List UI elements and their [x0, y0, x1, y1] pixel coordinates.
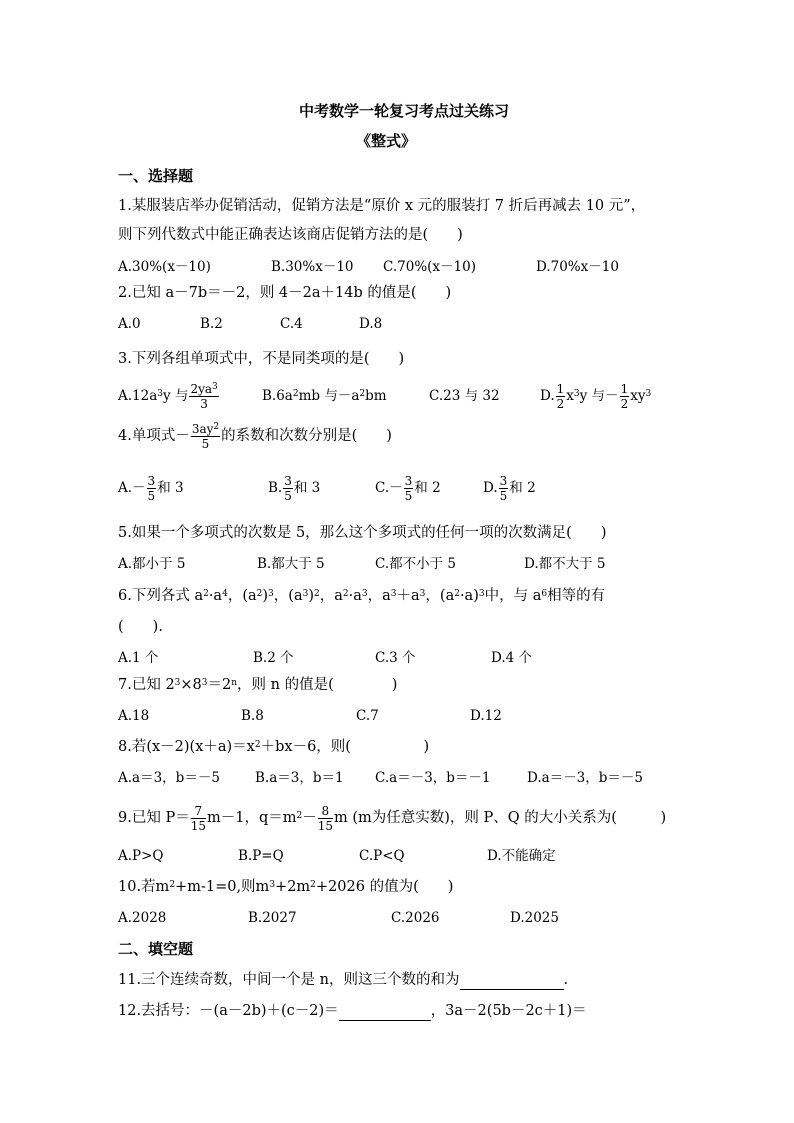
question-4: 4.单项式－ $\frac{3ay^2}{5}$ 的系数和次数分别是( )	[118, 421, 392, 451]
q4-option-b: B. $\frac{3}{5}$ 和 3	[268, 474, 321, 503]
q10-option-a: A.2028	[118, 910, 167, 926]
question-3: 3.下列各组单项式中，不是同类项的是( )	[118, 351, 405, 367]
q6-option-d: D.4 个	[491, 650, 533, 666]
q7-option-d: D.12	[470, 708, 502, 724]
q9-option-b: B.P=Q	[238, 848, 284, 864]
page-subtitle: 《整式》	[356, 132, 417, 150]
q3-option-c: C.23 与 32	[429, 388, 500, 404]
q6-option-a: A.1 个	[118, 650, 159, 666]
question-5: 5.如果一个多项式的次数是 5，那么这个多项式的任何一项的次数满足( )	[118, 525, 607, 541]
q2-option-a: A.0	[118, 316, 141, 332]
question-2: 2.已知 a－7b＝－2，则 4－2a＋14b 的值是( )	[118, 285, 452, 301]
q2-option-c: C.4	[280, 316, 303, 332]
q7-option-c: C.7	[356, 708, 379, 724]
question-9: 9.已知 P＝ $\frac{7}{15}$ m－1，$q=m^2-$ $\frac{8}{15}$ m (m为任意实数)，则 P、Q 的大小关系为( )	[118, 803, 667, 833]
q5-option-d: D.都不大于 5	[524, 556, 606, 572]
question-11: 11.三个连续奇数，中间一个是 n，则这三个数的和为 .	[118, 972, 569, 988]
q1-option-d: D.70%x－10	[536, 259, 619, 275]
q6-option-c: C.3 个	[375, 650, 416, 666]
q5-option-c: C.都不小于 5	[375, 556, 457, 572]
q7-option-a: A.18	[118, 708, 150, 724]
q7-option-b: B.8	[241, 708, 264, 724]
q8-option-b: B.a＝3，b＝1	[255, 770, 344, 786]
q8-option-a: A.a＝3，b＝－5	[118, 770, 220, 786]
q10-option-b: B.2027	[248, 910, 297, 926]
q1-option-a: A.30%(x－10)	[118, 259, 211, 275]
q3-option-b: $B.6a^2mb$ 与$-a^2bm$	[262, 388, 387, 404]
q3-option-a: $A.12a^3y$ 与 $\frac{2ya^3}{3}$	[118, 382, 218, 411]
q10-option-c: C.2026	[391, 910, 440, 926]
question-6-line-1: 6.下列各式 $a^2\cdot a^4$，$(a^2)^3$，$(a^3)^2$，$a^2\cdot a^3$，$a^3+a^3$，$(a^2\cdot a)^3$中，与 $a^6$相等的有	[118, 588, 606, 604]
q1-option-c: C.70%(x－10)	[383, 259, 476, 275]
section-choice-heading: 一、选择题	[118, 167, 194, 185]
q5-option-b: B.都大于 5	[257, 556, 325, 572]
question-6-line-2: ( ).	[118, 619, 163, 635]
question-10: 10.若$m^2+m-1=0$,则$m^3+2m^2+2026$ 的值为( )	[118, 879, 454, 895]
q10-option-d: D.2025	[510, 910, 559, 926]
q3-option-d: D. $\frac{1}{2}$ $x^3y$ 与－ $\frac{1}{2}$ $xy^3$	[540, 382, 652, 411]
page-title: 中考数学一轮复习考点过关练习	[299, 102, 510, 120]
q8-option-d: D.a＝－3，b＝－5	[527, 770, 644, 786]
q4-option-a: A.－ $\frac{3}{5}$ 和 3	[118, 474, 184, 503]
q4-option-d: D. $\frac{3}{5}$ 和 2	[483, 474, 536, 503]
q9-option-d: D.不能确定	[487, 848, 556, 864]
q11-answer-blank[interactable]	[460, 973, 564, 990]
q2-option-d: D.8	[359, 316, 383, 332]
q4-option-c: C.－ $\frac{3}{5}$ 和 2	[375, 474, 441, 503]
q9-option-a: A.P>Q	[118, 848, 164, 864]
question-1-line-1: 1.某服装店举办促销活动，促销方法是“原价 x 元的服装打 7 折后再减去 10 元”，	[118, 198, 646, 214]
q8-option-c: C.a＝－3，b＝－1	[375, 770, 491, 786]
q9-option-c: C.P<Q	[359, 848, 405, 864]
question-1-line-2: 则下列代数式中能正确表达该商店促销方法的是( )	[118, 227, 463, 243]
q6-option-b: B.2 个	[253, 650, 294, 666]
q5-option-a: A.都小于 5	[118, 556, 186, 572]
question-7: 7.已知 $2^3\times 8^3=2^n$，则 n 的值是( )	[118, 677, 398, 693]
question-12: 12.去括号：－(a－2b)＋(c－2)＝ ，3a－2(5b－2c＋1)＝	[118, 1003, 587, 1019]
section-fill-heading: 二、填空题	[118, 940, 194, 958]
q2-option-b: B.2	[200, 316, 223, 332]
q1-option-b: B.30%x－10	[271, 259, 354, 275]
q12-answer-blank-1[interactable]	[339, 1004, 431, 1021]
question-8: 8.若$(x-2)(x+a)=x^2+bx-6$，则( )	[118, 739, 430, 755]
